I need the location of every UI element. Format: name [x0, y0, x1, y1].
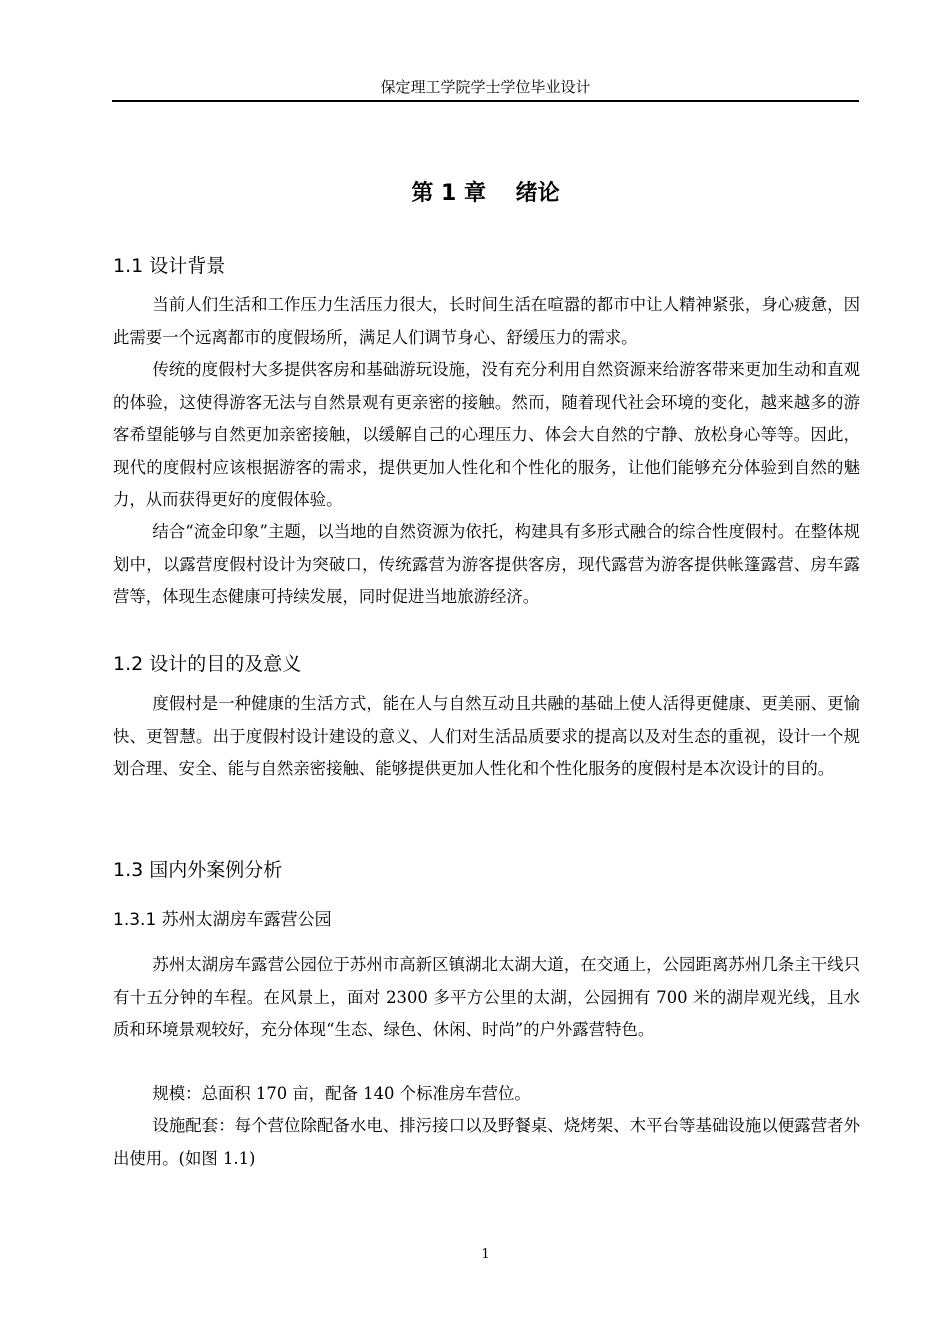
paragraph: 传统的度假村大多提供客房和基础游玩设施，没有充分利用自然资源来给游客带来更加生动和直观的体验，这使得游客无法与自然景观有更亲密的接触。然而，随着现代社会环境的变化，越来越多的游客希望能够与自然更加亲密接触，以缓解自己的心理压力、体会大自然的宁静、放松身心等等。因此，现代的度假村应该根据游客的需求，提供更加人性化和个性化的服务，让他们能够充分体验到自然的魅力，从而获得更好的度假体验。: [113, 360, 860, 509]
paragraph: 规模：总面积 170 亩，配备 140 个标准房车营位。: [152, 1084, 531, 1103]
chapter-title: 第 1 章 绪论: [411, 181, 560, 206]
paragraph: 度假村是一种健康的生活方式，能在人与自然互动且共融的基础上使人活得更健康、更美丽、更愉快、更智慧。出于度假村设计建设的意义、人们对生活品质要求的提高以及对生态的重视，设计一个规划合理、安全、能与自然亲密接触、能够提供更加人性化和个性化服务的度假村是本次设计的目的。: [113, 694, 860, 778]
running-header: 保定理工学院学士学位毕业设计: [380, 78, 591, 96]
section-heading-1-2: 1.2 设计的目的及意义: [113, 653, 302, 675]
paragraph: 当前人们生活和工作压力生活压力很大，长时间生活在喧嚣的都市中让人精神紧张，身心疲惫，因此需要一个远离都市的度假场所，满足人们调节身心、舒缓压力的需求。: [113, 295, 860, 347]
section-heading-1-1: 1.1 设计背景: [113, 255, 226, 277]
paragraph: 苏州太湖房车露营公园位于苏州市高新区镇湖北太湖大道，在交通上，公园距离苏州几条主干线只有十五分钟的车程。在风景上，面对 2300 多平方公里的太湖，公园拥有 700 米的湖岸观光线，且水质和环境景观较好，充分体现“生态、绿色、休闲、时尚”的户外露营特色。: [113, 955, 860, 1039]
section-heading-1-3: 1.3 国内外案例分析: [113, 859, 283, 881]
page-number: 1: [481, 1247, 490, 1262]
subsection-heading-1-3-1: 1.3.1 苏州太湖房车露营公园: [113, 910, 332, 930]
paragraph: 设施配套：每个营位除配备水电、排污接口以及野餐桌、烧烤架、木平台等基础设施以便露营者外出使用。(如图 1.1): [113, 1116, 860, 1168]
paragraph: 结合“流金印象”主题，以当地的自然资源为依托，构建具有多形式融合的综合性度假村。在整体规划中，以露营度假村设计为突破口，传统露营为游客提供客房，现代露营为游客提供帐篷露营、房车露营等，体现生态健康可持续发展，同时促进当地旅游经济。: [113, 522, 860, 606]
header-rule: [112, 100, 859, 102]
